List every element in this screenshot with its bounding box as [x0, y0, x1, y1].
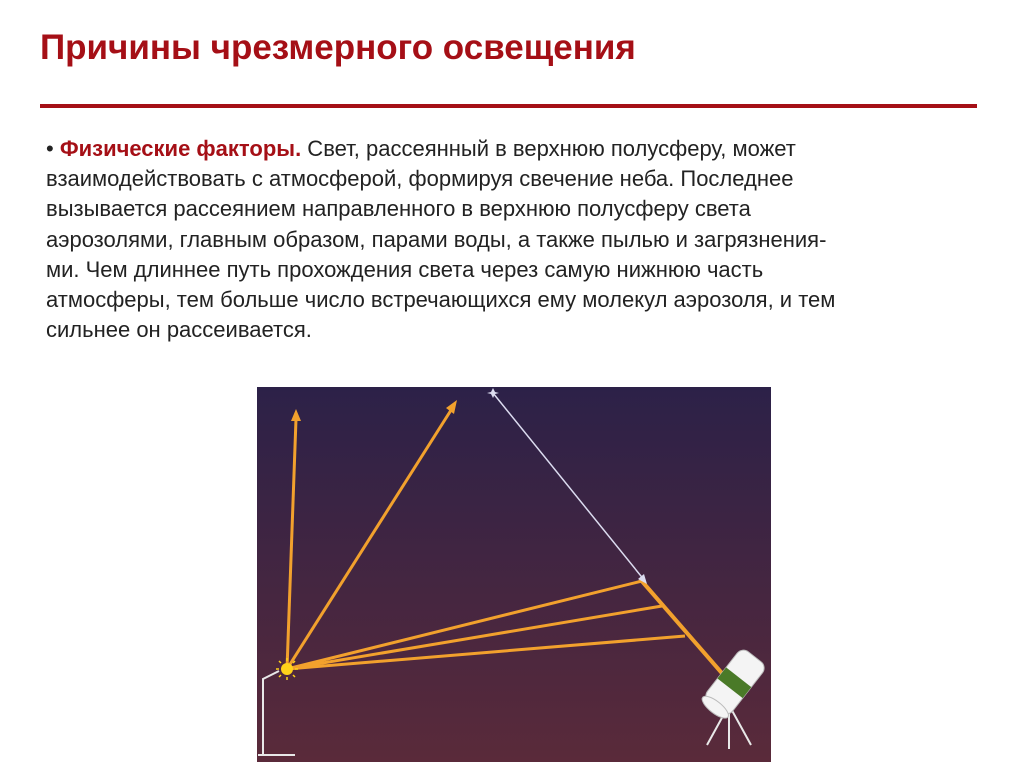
bullet-paragraph	[46, 134, 976, 345]
paragraph-line: вызывается рассеянием направленного в верхнюю полусферу света	[46, 196, 751, 222]
paragraph-line: взаимодействовать с атмосферой, формируя свечение неба. Последнее	[46, 166, 794, 192]
paragraph-line	[46, 134, 976, 164]
lead-phrase: Физические факторы.	[59, 136, 302, 161]
skyglow-diagram-svg	[257, 387, 771, 762]
skyglow-diagram	[257, 387, 771, 762]
title-divider	[40, 104, 977, 108]
paragraph-line: ми. Чем длиннее путь прохождения света через самую нижнюю часть	[46, 256, 764, 282]
paragraph-line: атмосферы, тем больше число встречающихся ему молекул аэрозоля, и тем	[46, 287, 836, 313]
bullet-marker: •	[46, 136, 54, 161]
night-sky-background	[257, 387, 771, 762]
paragraph-text: Свет, рассеянный в верхнюю полусферу, может	[301, 136, 796, 161]
slide-title: Причины чрезмерного освещения	[40, 28, 636, 67]
paragraph-line: сильнее он рассеивается.	[46, 317, 312, 343]
paragraph-line: аэрозолями, главным образом, парами воды, а также пылью и загрязнения-	[46, 226, 827, 252]
